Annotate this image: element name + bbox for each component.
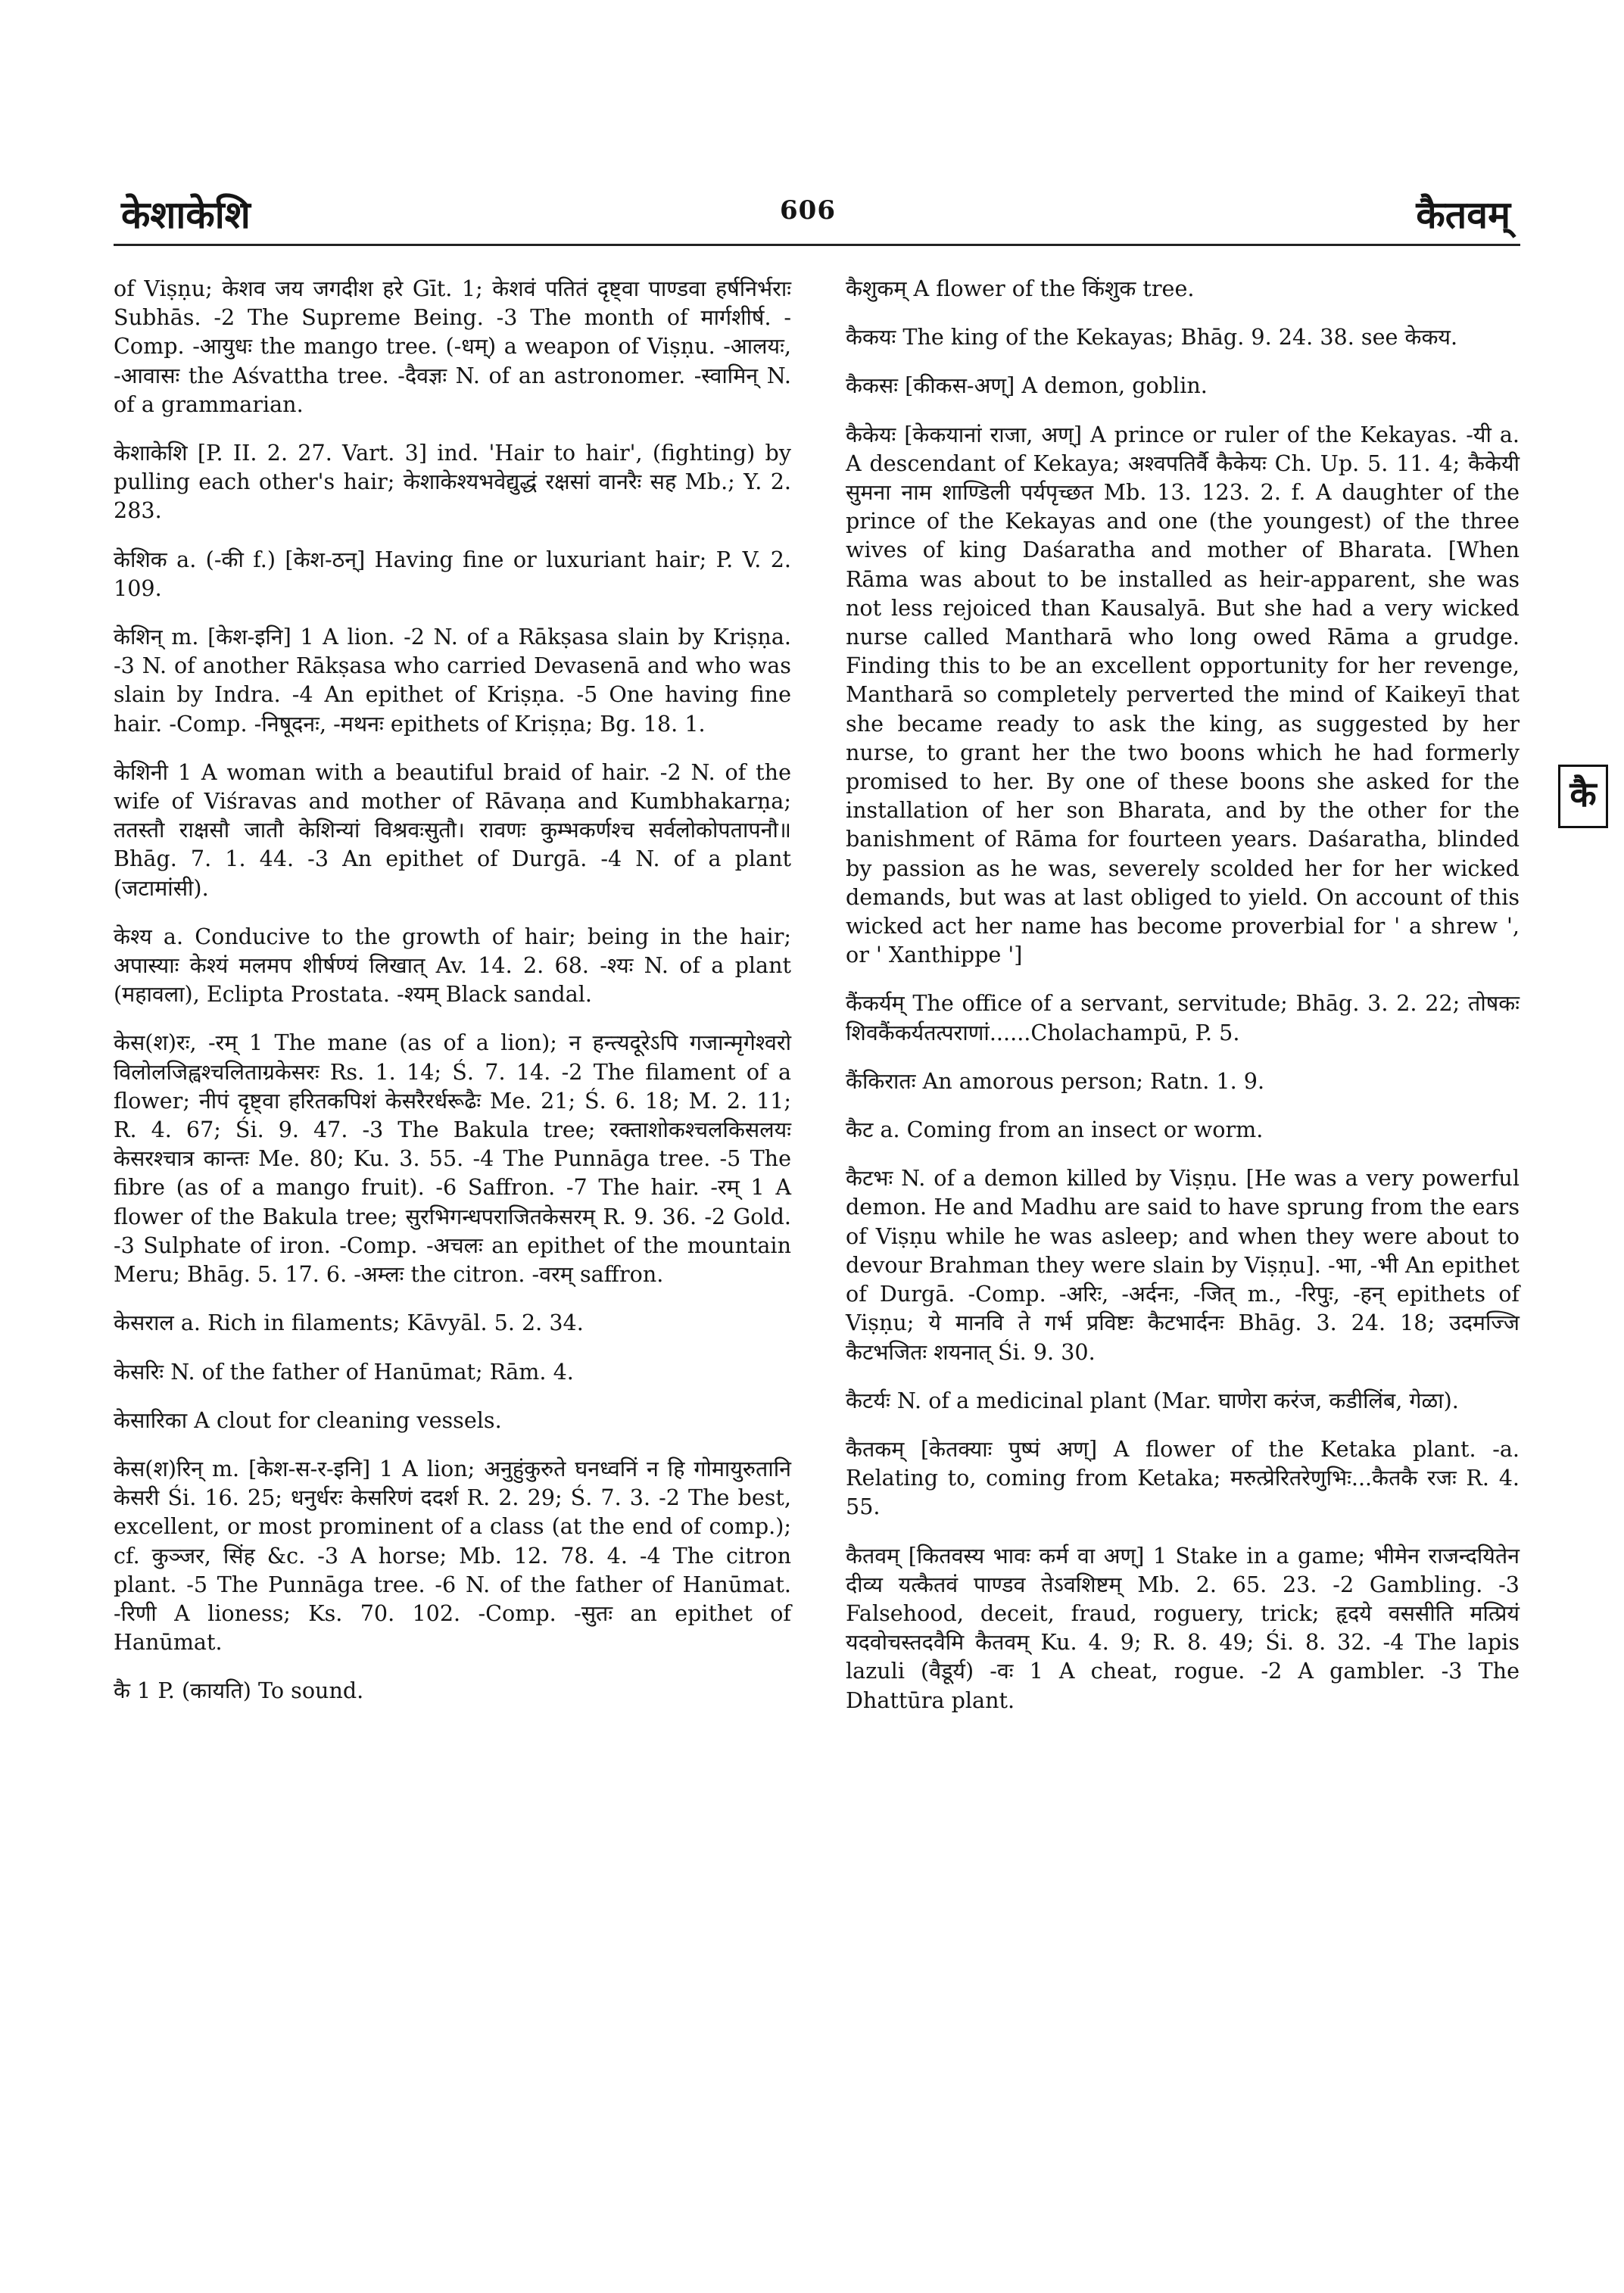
dictionary-entry: कैट a. Coming from an insect or worm. [846, 1117, 1264, 1143]
dictionary-entry: कै 1 P. (कायति) To sound. [114, 1678, 364, 1704]
dictionary-entry: केसरिः N. of the father of Hanūmat; Rām. 4. [114, 1358, 574, 1385]
thumb-index-tab: कै [1558, 765, 1608, 828]
dictionary-entry: केश्य a. Conducive to the growth of hair; being in the hair; अपास्याः केश्यं मलमप शीर्षण्यं लिखात् Av. 14. 2. 68. -श्यः N. of a plant (महावला), Eclipta Prostata. -श्यम् Black sandal. [114, 923, 791, 1008]
dictionary-entry: कैकेयः [केकयानां राजा, अण्] A prince or ruler of the Kekayas. -यी a. A descendant of Kekaya; अश्वपतिर्वै कैकेयः Ch. Up. 5. 11. 4; कैकेयी सुमना नाम शाण्डिली पर्यपृच्छत Mb. 13. 123. 2. f. A daughter of the prince of the Kekayas and one (the youngest) of the three wives of king Daśaratha and mother of Bharata. [When Rāma was about to be installed as heir-apparent, she was not less rejoiced than Kausalyā. But she had a very wicked nurse called Mantharā who long owed Rāma a grudge. Finding this to be an excellent opportunity for her revenge, Mantharā so completely perverted the mind of Kaikeyī that she became ready to ask the king, as suggested by her nurse, to grant her the two boons which he had formerly promised to her. By one of these boons she asked for the installation of her son Bharata, and by the other for the banishment of Rāma for fourteen years. Daśaratha, blinded by passion as he was, severely scolded her for her wicked demands, but was at last obliged to yield. On account of this wicked act her name has become proverbial for ' a shrew ', or ' Xanthippe '] [846, 421, 1520, 968]
dictionary-entry: कैकसः [कीकस-अण्] A demon, goblin. [846, 372, 1208, 399]
dictionary-entry: केस(श)रः, -रम् 1 The mane (as of a lion); न हन्त्यदूरेऽपि गजान्मृगेश्वरो विलोलजिह्वश्चलिताग्रकेसरः Rs. 1. 14; Ś. 7. 14. -2 The filament of a flower; नीपं दृष्ट्वा हरितकपिशं केसरैरर्धरूढैः Me. 21; Ś. 6. 18; M. 2. 11; R. 4. 67; Śi. 9. 47. -3 The Bakula tree; रक्ताशोकश्चलकिसलयः केसरश्चात्र कान्तः Me. 80; Ku. 3. 55. -4 The Punnāga tree. -5 The fibre (as of a mango fruit). -6 Saffron. -7 The hair. -रम् 1 A flower of the Bakula tree; सुरभिगन्धपराजितकेसरम् R. 9. 36. -2 Gold. -3 Sulphate of iron. -Comp. -अचलः an epithet of the mountain Meru; Bhāg. 5. 17. 6. -अम्लः the citron. -वरम् saffron. [114, 1030, 791, 1288]
dictionary-entry: कैंकर्यम् The office of a servant, servitude; Bhāg. 3. 2. 22; तोषकः शिवकैंकर्यतत्पराणां......Cholachampū, P. 5. [846, 990, 1520, 1045]
dictionary-entry: केस(श)रिन् m. [केश-स-र-इनि] 1 A lion; अनुहुंकुरुते घनध्वनिं न हि गोमायुरुतानि केसरी Śi. 16. 25; धनुर्धरः केसरिणं ददर्श R. 2. 29; Ś. 7. 3. -2 The best, excellent, or most prominent of a class (at the end of comp.); cf. कुञ्जर, सिंह &c. -3 A horse; Mb. 12. 78. 4. -4 The citron plant. -5 The Punnāga tree. -6 N. of the father of Hanūmat. -रिणी A lioness; Ks. 70. 102. -Comp. -सुतः an epithet of Hanūmat. [114, 1455, 791, 1656]
dictionary-entry: कैशुकम् A flower of the किंशुक tree. [846, 276, 1195, 301]
page-number: 606 [780, 195, 836, 226]
dictionary-entry: केशिन् m. [केश-इनि] 1 A lion. -2 N. of a Rākṣasa slain by Kriṣṇa. -3 N. of another Rākṣasa who carried Devasenā and who was slain by Indra. -4 An epithet of Kriṣṇa. -5 One having fine hair. -Comp. -निषूदनः, -मथनः epithets of Kriṣṇa; Bg. 18. 1. [114, 624, 791, 737]
dictionary-entry: of Viṣṇu; केशव जय जगदीश हरे Gīt. 1; केशवं पतितं दृष्ट्वा पाण्डवा हर्षनिर्भराः Subhās. -2 The Supreme Being. -3 The month of मार्गशीर्ष. -Comp. -आयुधः the mango tree. (-धम्) a weapon of Viṣṇu. -आलयः, -आवासः the Aśvattha tree. -दैवज्ञः N. of an astronomer. -स्वामिन् N. of a grammarian. [114, 276, 791, 417]
dictionary-entry: केशिनी 1 A woman with a beautiful braid of hair. -2 N. of the wife of Viśravas and mother of Rāvaṇa and Kumbhakarṇa; ततस्तौ राक्षसौ जातौ केशिन्यां विश्रवःसुतौ। रावणः कुम्भकर्णश्च सर्वलोकोपतापनौ॥ Bhāg. 7. 1. 44. -3 An epithet of Durgā. -4 N. of a plant (जटामांसी). [114, 759, 791, 901]
running-head-right: कैतवम् [1416, 192, 1510, 237]
running-head-left: केशाकेशि [121, 192, 251, 237]
dictionary-entry: केसारिका A clout for cleaning vessels. [114, 1407, 502, 1433]
header-rule [114, 244, 1520, 246]
left-column [114, 274, 791, 1725]
dictionary-entry: कैटर्यः N. of a medicinal plant (Mar. घाणेरा करंज, कडीलिंब, गेळा). [846, 1387, 1459, 1413]
dictionary-entry: कैतकम् [केतक्याः पुष्पं अण्] A flower of the Ketaka plant. -a. Relating to, coming from Ketaka; मरुत्प्रेरितरेणुभिः...कैतकै रजः R. 4. 55. [846, 1435, 1520, 1520]
right-column [846, 274, 1520, 1734]
dictionary-entry: केशिक a. (-की f.) [केश-ठन्] Having fine or luxuriant hair; P. V. 2. 109. [114, 546, 791, 601]
dictionary-entry: कैटभः N. of a demon killed by Viṣṇu. [He was a very powerful demon. He and Madhu are said to have sprung from the ears of Viṣṇu while he was asleep; and when they were about to devour Brahman they were slain by Viṣṇu]. -भा, -भी An epithet of Durgā. -Comp. -अरिः, -अर्दनः, -जित् m., -रिपुः, -हन् epithets of Viṣṇu; ये मानवि ते गर्भ प्रविष्टः कैटभार्दनः Bhāg. 3. 24. 18; उदमज्जि कैटभजितः शयनात् Śi. 9. 30. [846, 1165, 1520, 1365]
dictionary-entry: केसराल a. Rich in filaments; Kāvyāl. 5. 2. 34. [114, 1310, 584, 1336]
dictionary-entry: कैंकिरातः An amorous person; Ratn. 1. 9. [846, 1067, 1265, 1094]
dictionary-entry: केशाकेशि [P. II. 2. 27. Vart. 3] ind. 'Hair to hair', (fighting) by pulling each other's hair; केशाकेश्यभवेद्युद्धं रक्षसां वानरैः सह Mb.; Y. 2. 283. [114, 440, 791, 524]
dictionary-entry: कैतवम् [कितवस्य भावः कर्म वा अण्] 1 Stake in a game; भीमेन राजन्दयितेन दीव्य यत्कैतवं पाण्डव तेऽवशिष्टम् Mb. 2. 65. 23. -2 Gambling. -3 Falsehood, deceit, fraud, roguery, trick; हृदये वससीति मत्प्रियं यदवोचस्तदवैमि कैतवम् Ku. 4. 9; R. 8. 49; Śi. 8. 32. -4 The lapis lazuli (वैडूर्य) -वः 1 A cheat, rogue. -2 A gambler. -3 The Dhattūra plant. [846, 1542, 1520, 1713]
dictionary-entry: कैकयः The king of the Kekayas; Bhāg. 9. 24. 38. see केकय. [846, 324, 1458, 350]
